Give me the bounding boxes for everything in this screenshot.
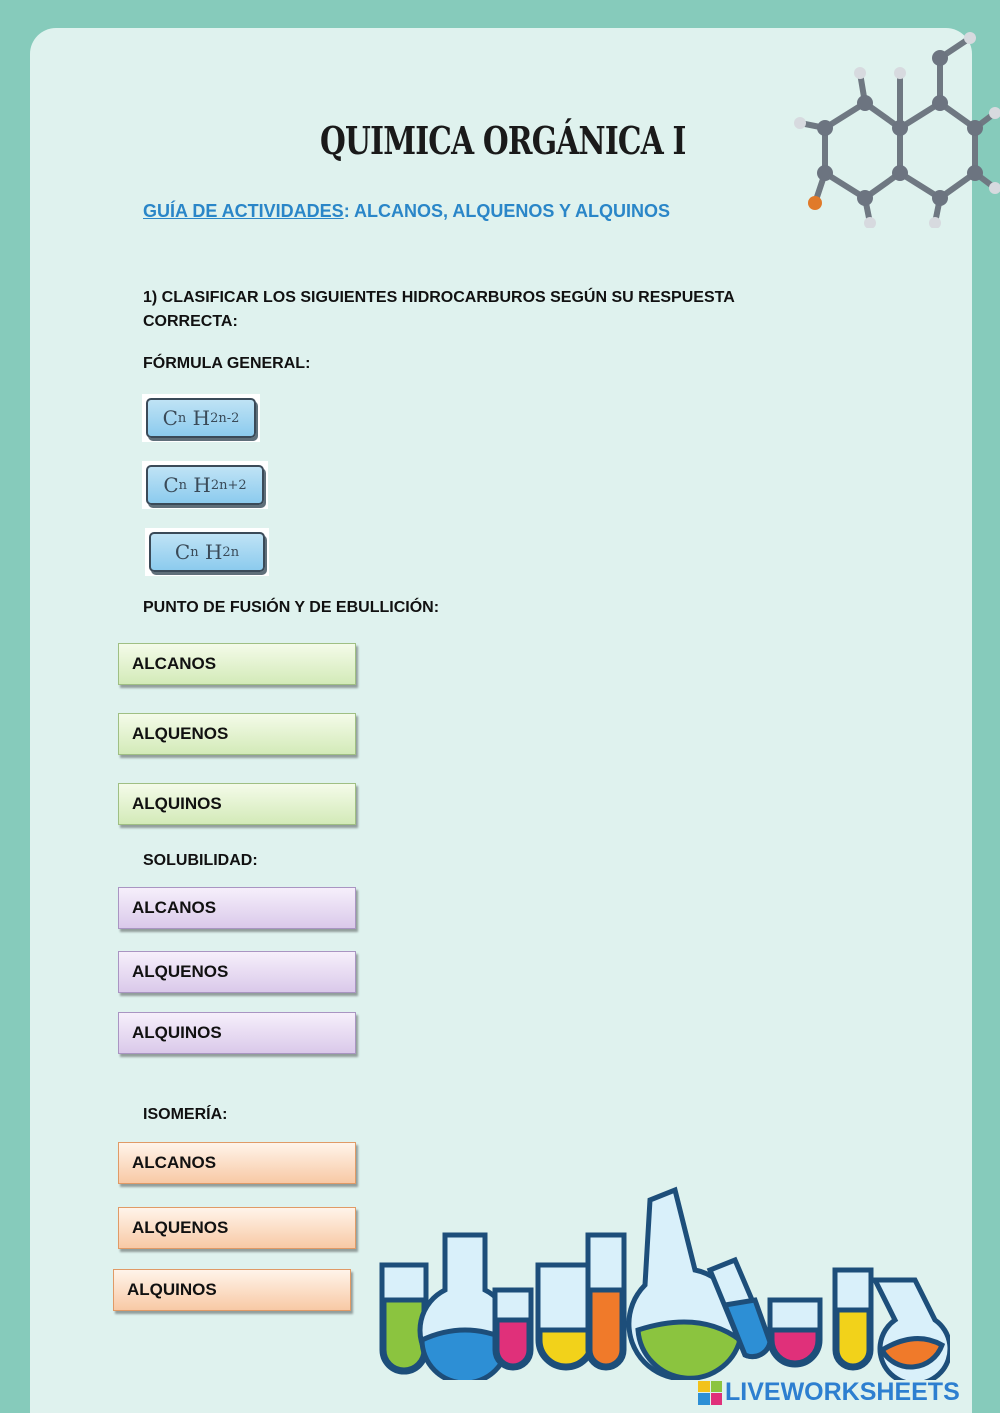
test-tubes-illustration bbox=[370, 1180, 950, 1380]
page-title: QUIMICA ORGÁNICA I bbox=[320, 118, 686, 163]
subtitle-topic: : ALCANOS, ALQUENOS Y ALQUINOS bbox=[343, 201, 671, 221]
formula-h: H bbox=[192, 406, 211, 430]
formula-c-sub: n bbox=[177, 410, 187, 426]
formula-c-sub: n bbox=[190, 544, 199, 560]
solubility-drop-alcanos[interactable]: ALCANOS bbox=[118, 887, 356, 929]
question-1-line-2: CORRECTA: bbox=[143, 313, 238, 330]
isomery-drop-alcanos[interactable]: ALCANOS bbox=[118, 1142, 356, 1184]
formula-c: C bbox=[174, 540, 191, 564]
solubility-drop-alquenos[interactable]: ALQUENOS bbox=[118, 951, 356, 993]
formula-c: C bbox=[162, 406, 178, 430]
formula-tile-3[interactable] bbox=[149, 532, 265, 572]
formula-h: H bbox=[193, 473, 211, 497]
subtitle bbox=[143, 201, 670, 222]
fusion-heading: PUNTO DE FUSIÓN Y DE EBULLICIÓN: bbox=[143, 599, 440, 616]
formula-h-sub: 2n-2 bbox=[210, 410, 240, 426]
liveworksheets-icon bbox=[698, 1381, 722, 1405]
formula-tile-1[interactable] bbox=[146, 398, 256, 438]
question-1-line-1: 1) CLASIFICAR LOS SIGUIENTES HIDROCARBUROS SEGÚN SU RESPUESTA bbox=[143, 289, 735, 306]
solubility-drop-alquinos[interactable]: ALQUINOS bbox=[118, 1012, 356, 1054]
formula-c: C bbox=[163, 473, 179, 497]
solubility-heading: SOLUBILIDAD: bbox=[143, 852, 258, 869]
fusion-drop-alquenos[interactable]: ALQUENOS bbox=[118, 713, 356, 755]
formula-h-sub: 2n+2 bbox=[210, 477, 247, 493]
fusion-drop-alquinos[interactable]: ALQUINOS bbox=[118, 783, 356, 825]
brand-text: LIVEWORKSHEETS bbox=[725, 1378, 960, 1406]
liveworksheets-logo[interactable] bbox=[698, 1378, 960, 1407]
isomery-drop-alquenos[interactable]: ALQUENOS bbox=[118, 1207, 356, 1249]
question-1 bbox=[143, 286, 735, 334]
fusion-drop-alcanos[interactable]: ALCANOS bbox=[118, 643, 356, 685]
formula-h-sub: 2n bbox=[222, 544, 240, 560]
formula-c-sub: n bbox=[178, 477, 188, 493]
isomery-heading: ISOMERÍA: bbox=[143, 1106, 228, 1123]
subtitle-link: GUÍA DE ACTIVIDADES bbox=[143, 201, 344, 221]
formula-tile-2[interactable] bbox=[146, 465, 264, 505]
formula-h: H bbox=[204, 540, 223, 564]
molecule-icon bbox=[790, 28, 1000, 228]
formula-heading: FÓRMULA GENERAL: bbox=[143, 355, 311, 372]
isomery-drop-alquinos[interactable]: ALQUINOS bbox=[113, 1269, 351, 1311]
